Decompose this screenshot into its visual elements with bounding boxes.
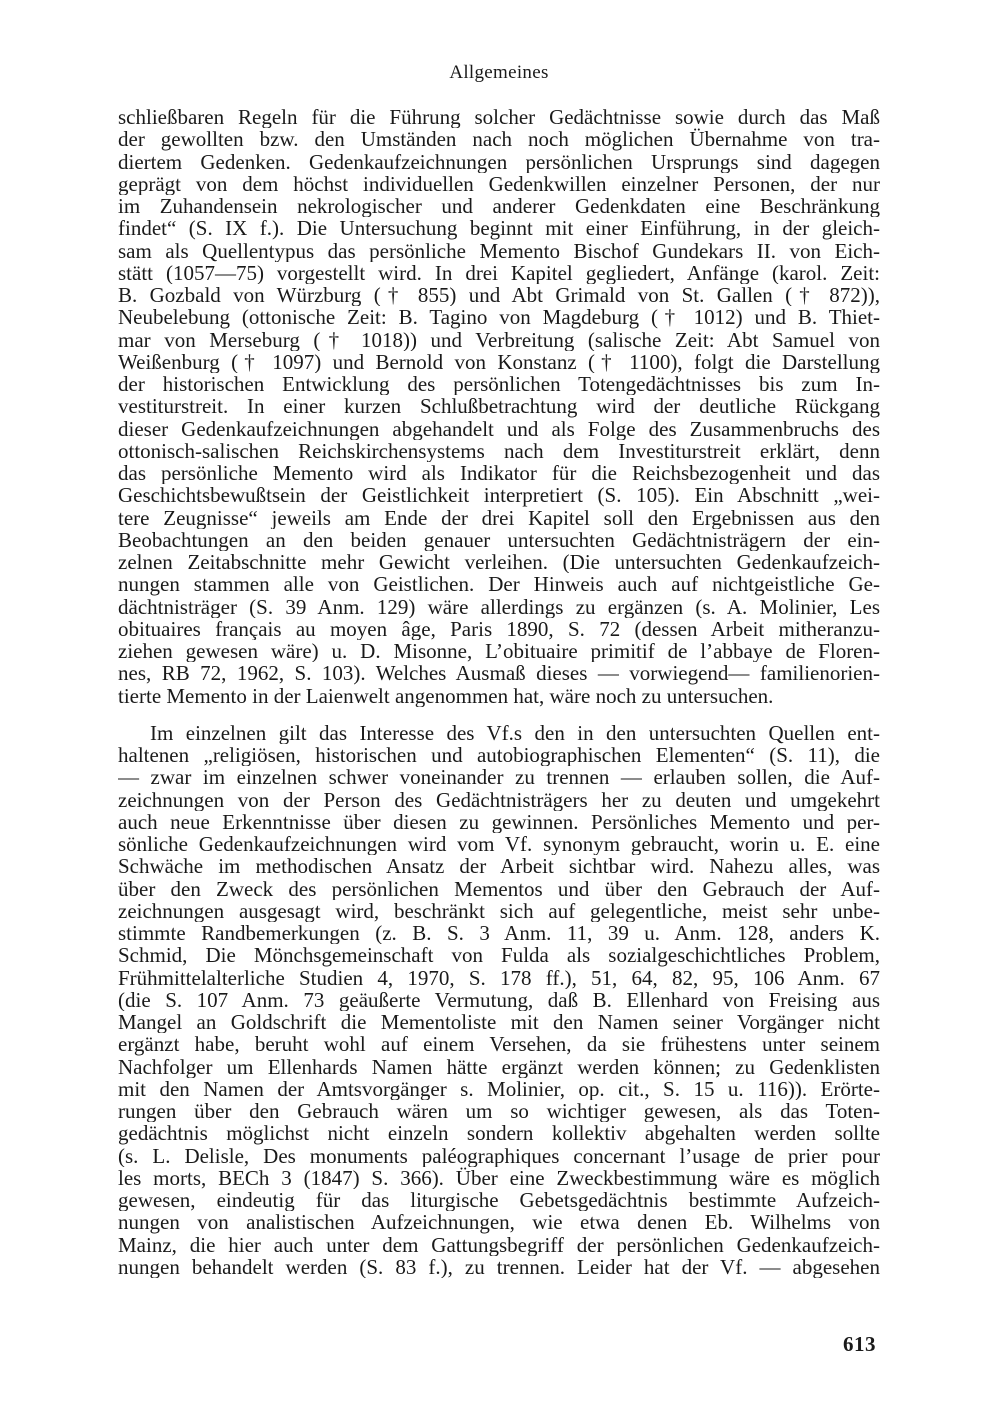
text-line: sönliche Gedenkaufzeichnungen wird vom Vf. synonym gebraucht, worin u. E. eine	[118, 833, 880, 856]
text-line: (die S. 107 Anm. 73 geäußerte Vermutung, daß B. Ellenhard von Freising aus	[118, 988, 880, 1011]
text-line: rungen über den Gebrauch wären um so wichtiger gewesen, als das Toten-	[118, 1100, 880, 1123]
text-line: stätt (1057—75) vorgestellt wird. In drei Kapitel gegliedert, Anfänge (karol. Zeit:	[118, 261, 880, 284]
text-line: mit den Namen der Amtsvorgänger s. Molinier, op. cit., S. 15 u. 116)). Erörte-	[118, 1077, 880, 1100]
text-line: zeichnungen von der Person des Gedächtnisträgers her zu deuten und umgekehrt	[118, 788, 880, 811]
text-line: Beobachtungen an den beiden genauer untersuchten Gedächtnisträgern der ein-	[118, 528, 880, 551]
text-line: das persönliche Memento wird als Indikator für die Reichsbezogenheit und das	[118, 462, 880, 485]
text-line: Mangel an Goldschrift die Mementoliste mit den Namen seiner Vorgänger nicht	[118, 1011, 880, 1034]
text-line: obituaires français au moyen âge, Paris 1890, S. 72 (dessen Arbeit mitheranzu-	[118, 617, 880, 640]
text-line: Mainz, die hier auch unter dem Gattungsbegriff der persönlichen Gedenkaufzeich-	[118, 1233, 880, 1256]
text-line: zeichnungen ausgesagt wird, beschränkt sich auf gelegentliche, meist sehr unbe-	[118, 899, 880, 922]
text-line: ergänzt habe, beruht wohl auf einem Versehen, da sie frühestens unter seinem	[118, 1033, 880, 1056]
text-line: schließbaren Regeln für die Führung solcher Gedächtnisse sowie durch das Maß	[118, 106, 880, 129]
text-line: stimmte Randbemerkungen (z. B. S. 3 Anm. 11, 39 u. Anm. 128, anders K.	[118, 922, 880, 945]
text-line: nungen behandelt werden (S. 83 f.), zu trennen. Leider hat der Vf. — abgesehen	[118, 1255, 880, 1278]
text-line: sam als Quellentypus das persönliche Memento Bischof Gundekars II. von Eich-	[118, 239, 880, 262]
text-line: geprägt von dem höchst individuellen Gedenkwillen einzelner Personen, der nur	[118, 172, 880, 195]
text-line: Weißenburg († 1097) und Bernold von Konstanz († 1100), folgt die Darstellung	[118, 350, 880, 373]
text-line: der historischen Entwicklung des persönlichen Totengedächtnisses bis zum In-	[118, 373, 880, 396]
text-line: nes, RB 72, 1962, S. 103). Welches Ausmaß dieses — vorwiegend— familienorien-	[118, 662, 880, 685]
text-line: auch neue Erkenntnisse über diesen zu gewinnen. Persönliches Memento und per-	[118, 810, 880, 833]
text-line: gewesen, eindeutig für das liturgische Gebetsgedächtnis bestimmte Aufzeich-	[118, 1189, 880, 1212]
body-text	[118, 106, 880, 1278]
text-line: Geschichtsbewußtsein der Geistlichkeit interpretiert (S. 105). Ein Abschnitt „wei-	[118, 484, 880, 507]
running-head: Allgemeines	[449, 62, 549, 83]
text-line: Im einzelnen gilt das Interesse des Vf.s den in den untersuchten Quellen ent-	[150, 721, 880, 744]
text-line: im Zuhandensein nekrologischer und anderer Gedenkdaten eine Beschränkung	[118, 195, 880, 218]
text-line: diertem Gedenken. Gedenkaufzeichnungen persönlichen Ursprungs sind dagegen	[118, 150, 880, 173]
text-line: zelnen Zeitabschnitte mehr Gewicht verleihen. (Die untersuchten Gedenkaufzeich-	[118, 551, 880, 574]
text-line: B. Gozbald von Würzburg († 855) und Abt Grimald von St. Gallen († 872)),	[118, 284, 880, 307]
text-line: tere Zeugnisse“ jeweils am Ende der drei Kapitel soll den Ergebnissen aus den	[118, 506, 880, 529]
paragraph-2	[118, 722, 880, 1278]
text-line: Nachfolger um Ellenhards Namen hätte ergänzt werden können; zu Gedenklisten	[118, 1055, 880, 1078]
text-line: dieser Gedenkaufzeichnungen abgehandelt und als Folge des Zusammenbruchs des	[118, 417, 880, 440]
text-line: — zwar im einzelnen schwer voneinander zu trennen — erlauben sollen, die Auf-	[118, 766, 880, 789]
text-line: nungen stammen alle von Geistlichen. Der Hinweis auch auf nichtgeistliche Ge-	[118, 573, 880, 596]
text-line: ottonisch-salischen Reichskirchensystems nach dem Investiturstreit erklärt, denn	[118, 439, 880, 462]
text-line: Schmid, Die Mönchsgemeinschaft von Fulda als sozialgeschichtliches Problem,	[118, 944, 880, 967]
text-line: Frühmittelalterliche Studien 4, 1970, S. 178 ff.), 51, 64, 82, 95, 106 Anm. 67	[118, 966, 880, 989]
text-line: dächtnisträger (S. 39 Anm. 129) wäre allerdings zu ergänzen (s. A. Molinier, Les	[118, 595, 880, 618]
text-line: (s. L. Delisle, Des monuments paléographiques concernant l’usage de prier pour	[118, 1144, 880, 1167]
text-line: der gewollten bzw. den Umständen nach noch möglichen Übernahme von tra-	[118, 128, 880, 151]
text-line: ziehen gewesen wäre) u. D. Misonne, L’obituaire primitif de l’abbaye de Floren-	[118, 640, 880, 663]
text-line: vestiturstreit. In einer kurzen Schlußbetrachtung wird der deutliche Rückgang	[118, 395, 880, 418]
text-line: gedächtnis möglichst nicht einzeln sondern kollektiv abgehalten werden sollte	[118, 1122, 880, 1145]
text-line: haltenen „religiösen, historischen und autobiographischen Elementen“ (S. 11), die	[118, 744, 880, 767]
text-line: findet“ (S. IX f.). Die Untersuchung beginnt mit einer Einführung, in der gleich-	[118, 217, 880, 240]
text-line: les morts, BECh 3 (1847) S. 366). Über eine Zweckbestimmung wäre es möglich	[118, 1166, 880, 1189]
text-line: nungen von analistischen Aufzeichnungen, wie etwa denen Eb. Wilhelms von	[118, 1211, 880, 1234]
text-line: mar von Merseburg († 1018)) und Verbreitung (salische Zeit: Abt Samuel von	[118, 328, 880, 351]
page-number: 613	[843, 1332, 876, 1356]
document-page	[118, 0, 880, 1419]
text-line: Schwäche im methodischen Ansatz der Arbeit sichtbar wird. Nahezu alles, was	[118, 855, 880, 878]
paragraph-1	[118, 106, 880, 707]
text-line: tierte Memento in der Laienwelt angenommen hat, wäre noch zu untersuchen.	[118, 684, 774, 707]
text-line: Neubelebung (ottonische Zeit: B. Tagino von Magdeburg († 1012) und B. Thiet-	[118, 306, 880, 329]
text-line: über den Zweck des persönlichen Mementos und über den Gebrauch der Auf-	[118, 877, 880, 900]
